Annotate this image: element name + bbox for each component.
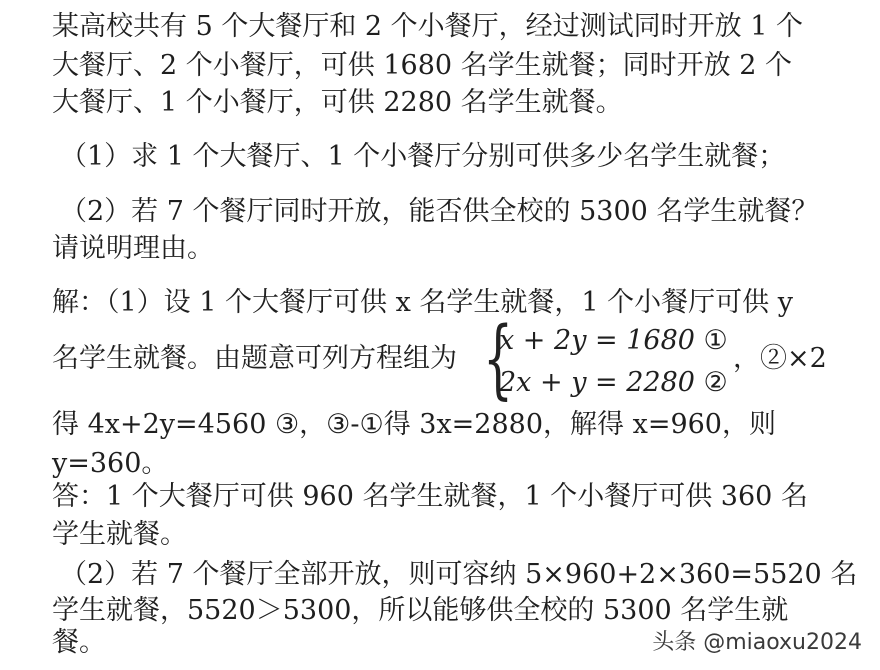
answer-line-1: 答：1 个大餐厅可供 960 名学生就餐，1 个小餐厅可供 360 名 — [52, 481, 808, 512]
watermark — [652, 625, 862, 656]
equation-2-expression: 2x + y = 2280 — [499, 367, 695, 398]
brace-symbol: { — [483, 309, 514, 409]
solution-line-1: 解：（1）设 1 个大餐厅可供 x 名学生就餐，1 个小餐厅可供 y — [52, 287, 794, 318]
question-1: （1）求 1 个大餐厅、1 个小餐厅分别可供多少名学生就餐； — [60, 141, 786, 172]
solution-line-2-prefix: 名学生就餐。由题意可列方程组为 — [52, 343, 457, 374]
equation-1-expression: x + 2y = 1680 — [499, 325, 695, 356]
part2-line-1: （2）若 7 个餐厅全部开放，则可容纳 5×960+2×360=5520 名 — [60, 559, 858, 590]
part2-line-2: 学生就餐，5520＞5300，所以能够供全校的 5300 名学生就 — [52, 595, 789, 626]
problem-text-line-1: 某高校共有 5 个大餐厅和 2 个小餐厅，经过测试同时开放 1 个 — [52, 11, 804, 42]
watermark-text: 头条 @miaoxu2024 — [652, 630, 862, 655]
question-2-line-1: （2）若 7 个餐厅同时开放，能否供全校的 5300 名学生就餐？ — [60, 196, 819, 227]
equation-1-mark: ① — [703, 325, 728, 356]
solution-line-2-suffix: ，②×2 — [733, 343, 827, 374]
problem-text-line-3: 大餐厅、1 个小餐厅，可供 2280 名学生就餐。 — [52, 87, 623, 118]
equation-system — [483, 309, 728, 409]
equation-2-mark: ② — [703, 367, 728, 398]
solution-line-3: 得 4x+2y=4560 ③，③-①得 3x=2880，解得 x=960，则 — [52, 409, 776, 440]
equation-1 — [499, 324, 728, 358]
answer-line-2: 学生就餐。 — [52, 519, 187, 550]
question-2-line-2: 请说明理由。 — [52, 233, 214, 264]
solution-line-4: y=360。 — [52, 448, 169, 479]
part2-line-3: 餐。 — [52, 627, 106, 658]
equation-2 — [499, 366, 728, 400]
problem-text-line-2: 大餐厅、2 个小餐厅，可供 1680 名学生就餐；同时开放 2 个 — [52, 50, 792, 81]
